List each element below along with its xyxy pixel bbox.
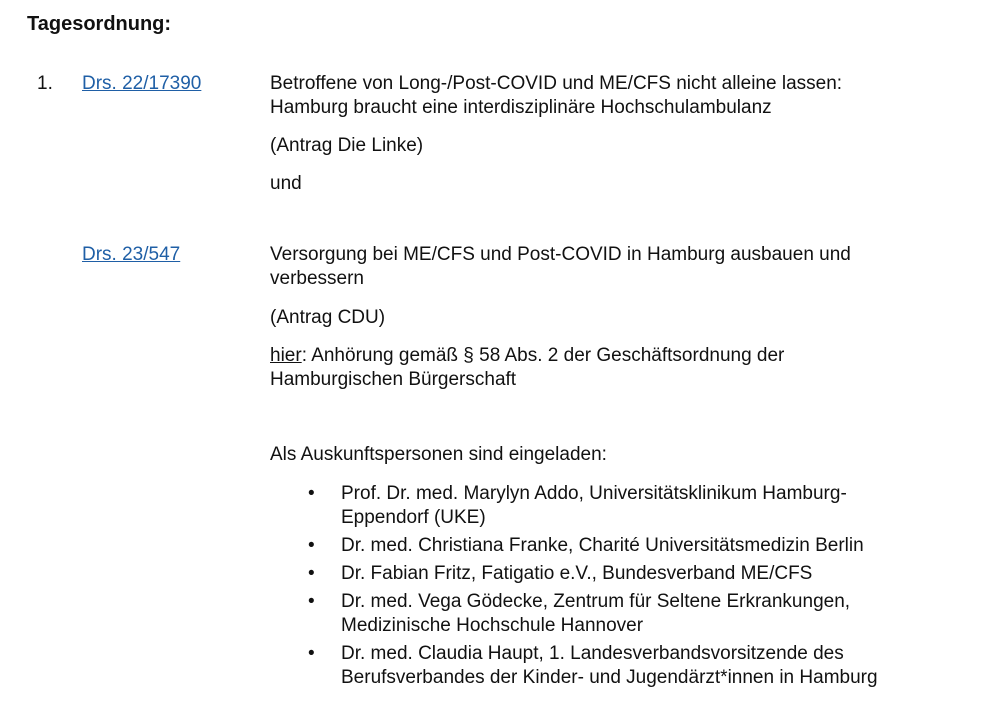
drs-a-source: (Antrag Die Linke) — [270, 135, 424, 156]
list-item — [0, 562, 981, 586]
bullet-icon: • — [308, 535, 315, 556]
invited-persons-list — [0, 482, 1000, 694]
person-line2: Berufsverbandes der Kinder- und Jugendärzt*innen in Hamburg — [341, 667, 878, 688]
agenda-item-number: 1. — [37, 73, 53, 94]
bullet-icon: • — [308, 563, 315, 584]
hearing-note — [270, 344, 970, 392]
drs-a-title-line2: Hamburg braucht eine interdisziplinäre Hochschulambulanz — [270, 97, 772, 118]
agenda-heading: Tagesordnung: — [27, 13, 172, 35]
drs-b-title-line2: verbessern — [270, 268, 364, 289]
person-line1: Dr. med. Christiana Franke, Charité Universitätsmedizin Berlin — [341, 535, 864, 556]
person-line1: Dr. Fabian Fritz, Fatigatio e.V., Bundesverband ME/CFS — [341, 563, 813, 584]
drs-a-title — [270, 72, 970, 120]
hier-label: hier — [270, 345, 302, 366]
drs-b-title — [270, 243, 970, 291]
agenda-connector: und — [270, 173, 302, 194]
list-item — [0, 482, 981, 530]
bullet-icon: • — [308, 591, 315, 612]
person-line1: Dr. med. Vega Gödecke, Zentrum für Seltene Erkrankungen, — [341, 591, 851, 612]
drs-22-17390-link[interactable]: Drs. 22/17390 — [82, 73, 202, 94]
drs-23-547-link[interactable]: Drs. 23/547 — [82, 244, 181, 265]
bullet-icon: • — [308, 483, 315, 504]
person-line1: Prof. Dr. med. Marylyn Addo, Universitätsklinikum Hamburg- — [341, 483, 847, 504]
invited-intro: Als Auskunftspersonen sind eingeladen: — [270, 444, 607, 465]
drs-a-title-line1: Betroffene von Long-/Post-COVID und ME/CFS nicht alleine lassen: — [270, 73, 843, 94]
hearing-note-line2: Hamburgischen Bürgerschaft — [270, 369, 517, 390]
hearing-note-text: : Anhörung gemäß § 58 Abs. 2 der Geschäftsordnung der — [301, 345, 785, 366]
list-item — [0, 590, 981, 638]
drs-b-source: (Antrag CDU) — [270, 307, 386, 328]
person-line1: Dr. med. Claudia Haupt, 1. Landesverbandsvorsitzende des — [341, 643, 844, 664]
person-line2: Eppendorf (UKE) — [341, 507, 486, 528]
list-item — [0, 642, 981, 690]
hearing-note-line1 — [270, 344, 970, 368]
list-item — [0, 534, 981, 558]
bullet-icon: • — [308, 643, 315, 664]
person-line2: Medizinische Hochschule Hannover — [341, 615, 644, 636]
drs-b-title-line1: Versorgung bei ME/CFS und Post-COVID in Hamburg ausbauen und — [270, 244, 851, 265]
